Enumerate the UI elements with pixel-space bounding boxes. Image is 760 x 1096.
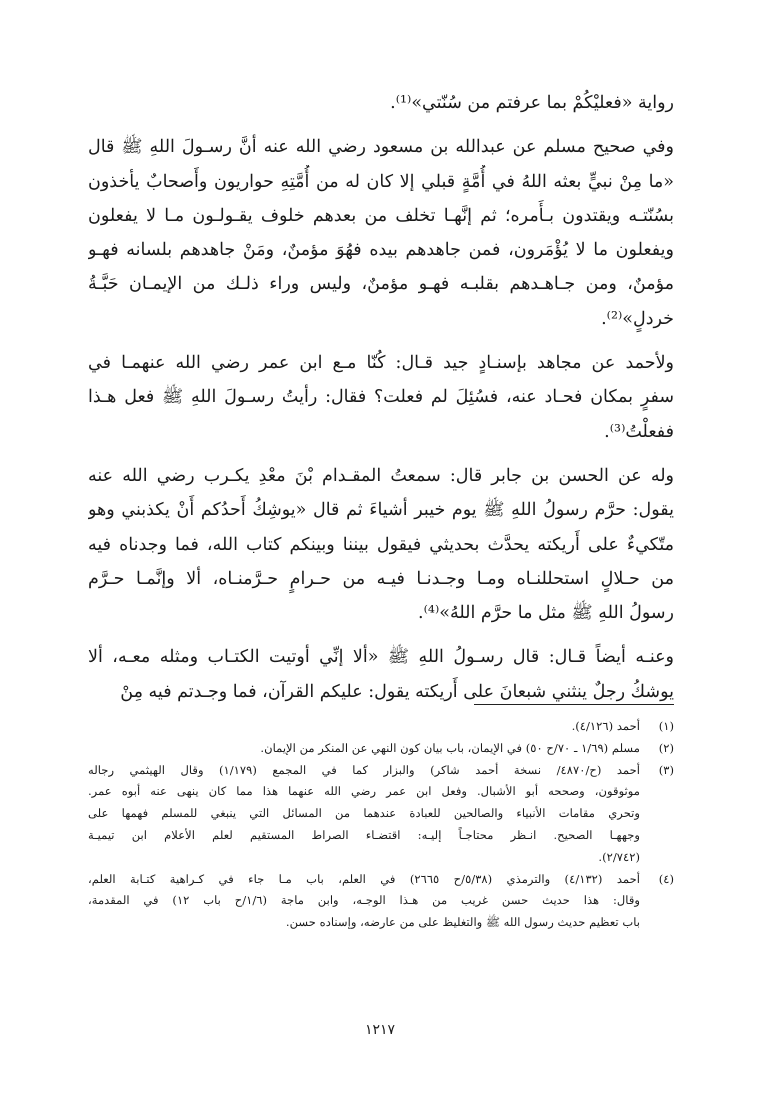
footnote (88, 738, 674, 760)
footnote-line: باب تعظيم حديث رسول الله ﷺ والتغليظ على من عارضه، وإسناده حسن. (285, 915, 640, 930)
text-line: سفرٍ بمكان فحـاد عنه، فسُئِلَ لم فعلت؟ فقال: رأيتُ رسـولَ اللهِ ﷺ فعل هـذا (88, 387, 674, 408)
footnote-line: أحمد (ح/٤٨٧٠/ نسخة أحمد شاكر) والبزار كما في المجمع (١/١٧٩) وقال الهيثمي رجاله (88, 762, 640, 777)
text-line: يوشكُ رجلٌ ينثني شبعانَ على أَريكته يقول: عليكم القرآن، فما وجـدتم فيه مِنْ (120, 681, 674, 702)
page-body (88, 86, 674, 709)
footnote (88, 716, 674, 738)
text-line: رواية «فعليْكُمْ بما عرفتم من سُنّتي»⁽¹⁾. (390, 93, 674, 113)
footnote (88, 760, 674, 869)
footnote-line: مسلم (١/٦٩ ـ ٧٠/ح ٥٠) في الإيمان، باب بيان كون النهي عن المنكر من الإيمان. (260, 740, 640, 755)
paragraph (88, 640, 674, 709)
footnote-line: وتحري مقامات الأنبياء والصالحين للعبادة عندهما من المسائل التي ينبغي للمسلم فهمها على (88, 806, 640, 821)
paragraph (88, 346, 674, 449)
text-line: وله عن الحسن بن جابر قال: سمعتُ المقـدام بْنَ معْدِ يكـرب رضي الله عنه (88, 465, 674, 486)
footnote-line: موثوقون، وصححه أبو الأشبال. وفعل ابن عمر رضي الله عنهما هذا مما كان ينهى عنه أبوه عمر. (88, 784, 640, 799)
footnote-line: أحمد (٤/١٣٢) والترمذي (٥/٣٨/ح ٢٦٦٥) في العلم، باب مـا جاء في كـراهية كتـابة العلم، (88, 871, 640, 886)
footnote-number: (٣) (658, 762, 674, 777)
footnote-text (88, 760, 640, 869)
footnote (88, 869, 674, 934)
text-line: خردلٍ»⁽²⁾. (601, 308, 674, 329)
text-line: مؤمنٌ، ومن جـاهـدهم بقلبـه فهـو مؤمنٌ، وليس وراء ذلـك من الإيمـان حَبَّـةُ (88, 274, 674, 295)
text-line: وعنـه أيضاً قـال: قال رسـولُ اللهِ ﷺ «ألا إنِّي أوتيت الكتـاب ومثله معـه، ألا (88, 647, 674, 668)
text-line: «ما مِنْ نبيٍّ بعثه اللهُ في أُمَّةٍ قبلي إلا كان له من أُمَّتِهِ حواريون وأَصحابٌ يأخذون (88, 171, 674, 192)
text-line: ففعلْتُ⁽³⁾. (604, 421, 674, 442)
footnote-text (88, 869, 640, 934)
footnote-text (88, 738, 640, 760)
text-line: من حـلالٍ استحللنـاه ومـا وجـدنـا فيـه من حـرامٍ حـرَّمنـاه، ألا وإنَّمـا حـرَّم (88, 568, 674, 589)
main-text (88, 86, 674, 709)
text-line: وفي صحيح مسلم عن عبدالله بن مسعود رضي الله عنه أنَّ رسـولَ اللهِ ﷺ قال (88, 137, 674, 158)
footnote-number: (١) (658, 719, 674, 733)
footnote-line: وقال: هذا حديث حسن غريب من هـذا الوجـه، وابن ماجة (١/٦/ح باب ١٢) في المقدمة، (88, 893, 640, 908)
footnote-number: (٤) (658, 871, 674, 886)
text-line: ولأحمد عن مجاهد بإسنـادٍ جيد قـال: كُنّا مـع ابن عمر رضي الله عنهمـا في (88, 353, 674, 374)
paragraph (88, 86, 674, 120)
footnote-separator (474, 704, 674, 705)
footnotes (88, 716, 674, 934)
text-line: متّكيءٌ على أَريكته يحدَّث بحديثي فيقول بيننا وبينكم كتاب الله، فما وجدناه فيه (88, 534, 674, 555)
text-line: بسُنّتـه ويقتدون بـأَمره؛ ثم إنَّهـا تخلف من بعدهم خلوف يقـولـون مـا لا يفعلون (88, 205, 674, 226)
footnote-line: (٢/٧٤٢). (598, 849, 640, 864)
text-line: رسولُ اللهِ ﷺ مثل ما حرَّم اللهُ»⁽⁴⁾. (418, 603, 674, 624)
paragraph (88, 130, 674, 336)
text-line: يقول: حرَّم رسولُ اللهِ ﷺ يوم خيبر أشياءَ ثم قال «يوشِكُ أَحدُكم أَنْ يكذبني وهو (88, 500, 674, 521)
footnote-line: وجههـا الصحيح. انـظر محتاجـاً إليـه: اقتضـاء الصراط المستقيم لعلم الأعلام ابن تيميـة (88, 827, 640, 842)
footnote-text (88, 716, 640, 738)
paragraph (88, 459, 674, 630)
page-number: ١٢١٧ (364, 1022, 396, 1038)
footnote-line: أحمد (٤/١٢٦). (571, 719, 640, 733)
footnote-number: (٢) (658, 740, 674, 755)
text-line: ويفعلون ما لا يُؤْمَرون، فمن جاهدهم بيده فهُوَ مؤمنٌ، ومَنْ جاهدهم بلسانه فهـو (88, 240, 674, 261)
